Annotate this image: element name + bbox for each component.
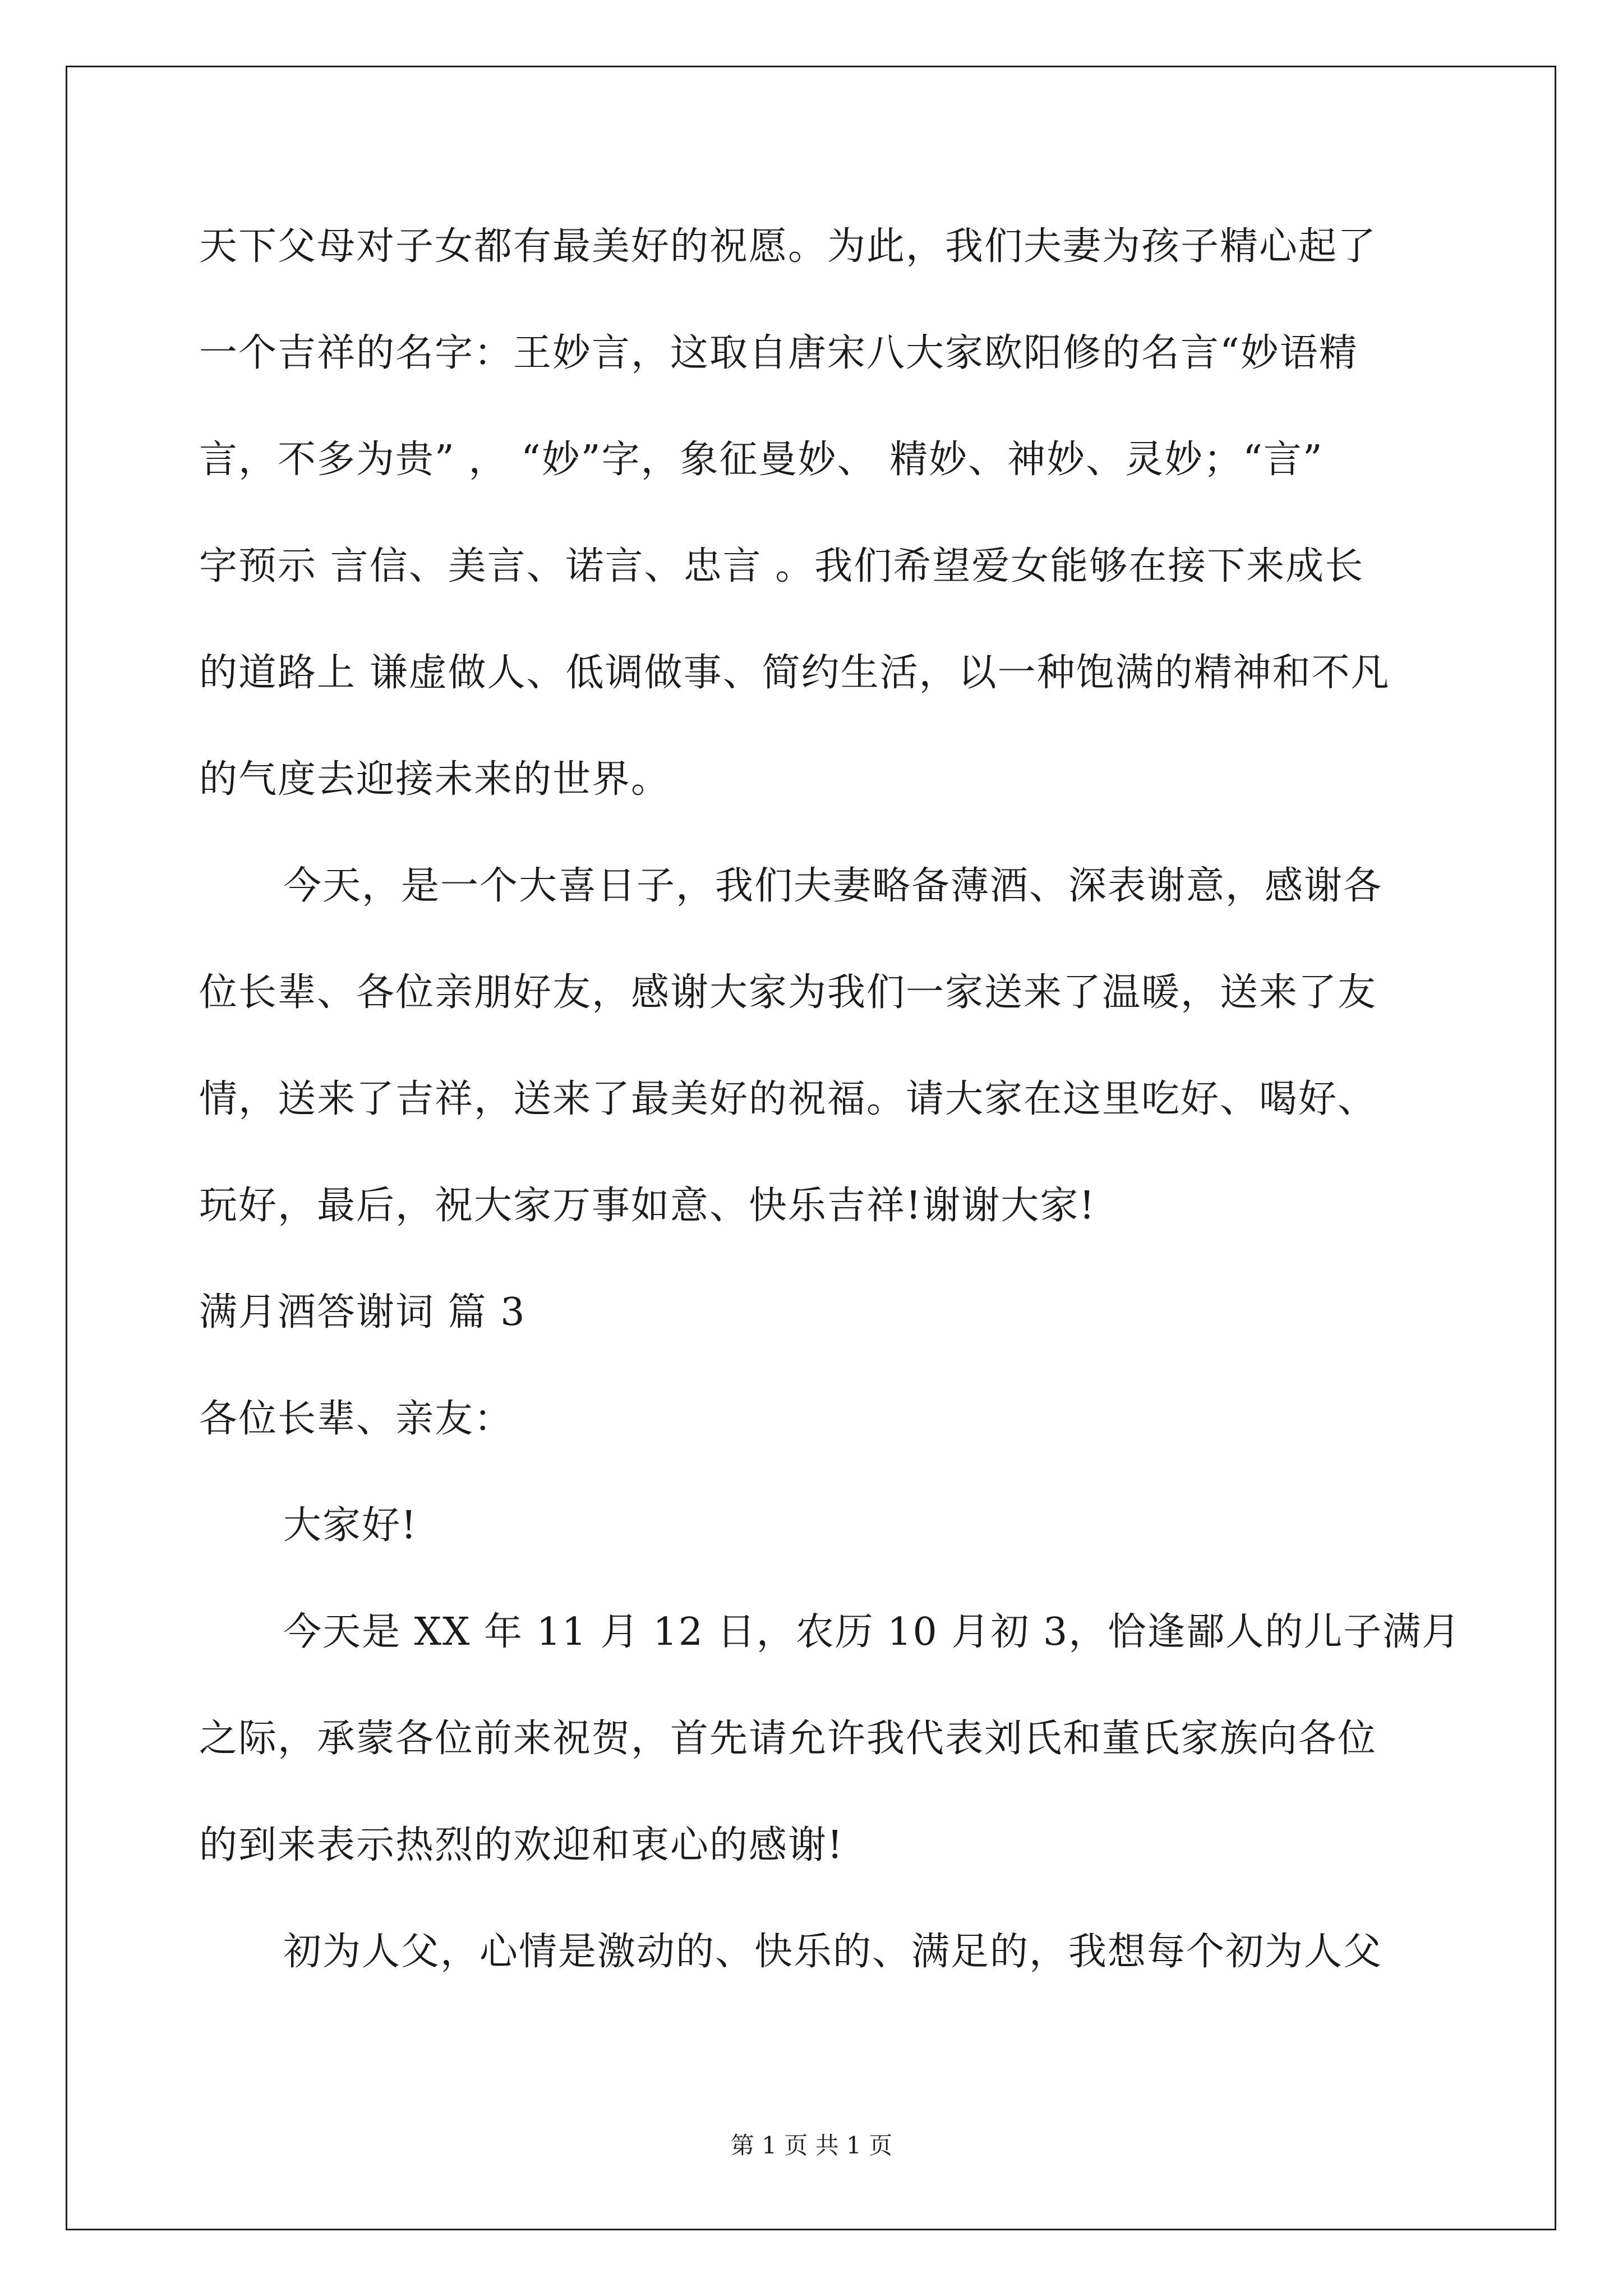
text-line: 天下父母对子女都有最美好的祝愿。为此，我们夫妻为孩子精心起了 (199, 224, 1377, 269)
text-line: 位长辈、各位亲朋好友，感谢大家为我们一家送来了温暖，送来了友 (199, 970, 1377, 1015)
text-line: 言，不多为贵” ， “妙”字，象征曼妙、 精妙、神妙、灵妙；“言” (199, 438, 1324, 482)
text-line: 今天是 XX 年 11 月 12 日，农历 10 月初 3，恰逢鄙人的儿子满月 (283, 1610, 1461, 1654)
text-line: 玩好，最后，祝大家万事如意、快乐吉祥!谢谢大家! (199, 1184, 1096, 1228)
text-line: 的到来表示热烈的欢迎和衷心的感谢! (199, 1823, 844, 1867)
section-heading: 满月酒答谢词 篇 3 (199, 1290, 526, 1335)
text-line: 一个吉祥的名字：王妙言，这取自唐宋八大家欧阳修的名言“妙语精 (199, 331, 1358, 375)
text-line: 的气度去迎接未来的世界。 (199, 757, 671, 802)
salutation: 各位长辈、亲友： (199, 1397, 514, 1441)
text-line: 的道路上 谦虚做人、低调做事、简约生活，以一种饱满的精神和不凡 (199, 651, 1390, 695)
page-border (66, 66, 1556, 2230)
page-footer: 第 1 页 共 1 页 (730, 2132, 893, 2159)
text-line: 初为人父，心情是激动的、快乐的、满足的，我想每个初为人父 (283, 1930, 1383, 1974)
text-line: 之际，承蒙各位前来祝贺，首先请允许我代表刘氏和董氏家族向各位 (199, 1717, 1377, 1761)
greeting: 大家好! (283, 1503, 418, 1548)
text-line: 今天，是一个大喜日子，我们夫妻略备薄酒、深表谢意，感谢各 (283, 864, 1383, 908)
text-line: 情，送来了吉祥，送来了最美好的祝福。请大家在这里吃好、喝好、 (199, 1077, 1377, 1121)
text-line: 字预示 言信、美言、诺言、忠言 。我们希望爱女能够在接下来成长 (199, 544, 1364, 588)
